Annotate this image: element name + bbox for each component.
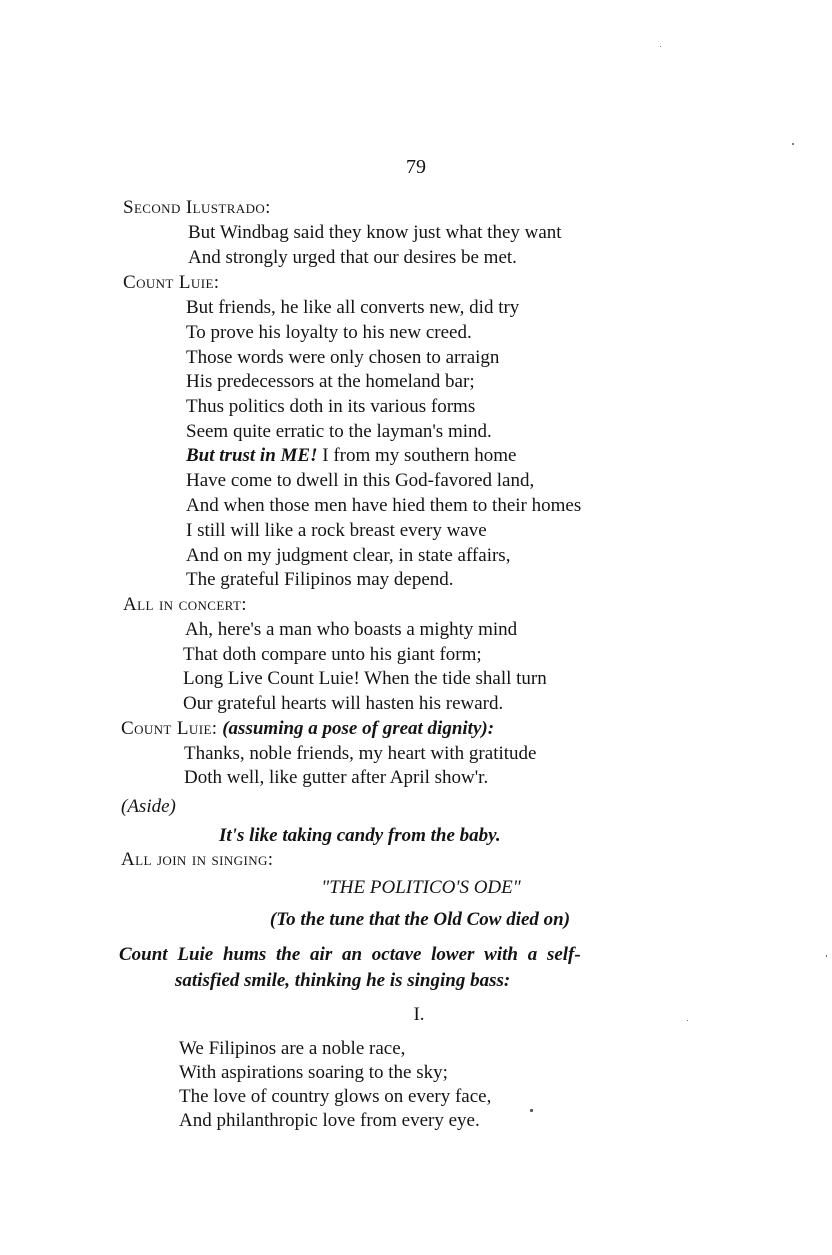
verse-line: Thus politics doth in its various forms xyxy=(186,396,476,417)
verse-line: The grateful Filipinos may depend. xyxy=(186,569,454,590)
verse-line: We Filipinos are a noble race, xyxy=(179,1038,406,1059)
scan-speck xyxy=(826,955,827,957)
verse-line: And strongly urged that our desires be met. xyxy=(188,247,517,268)
verse-line: And when those men have hied them to their homes xyxy=(186,495,582,516)
verse-line-emphasis xyxy=(186,444,516,468)
page-number: 79 xyxy=(406,156,426,178)
verse-line: But Windbag said they know just what they want xyxy=(188,222,562,243)
emphasis-text: But trust in ME! xyxy=(186,445,318,466)
verse-line: That doth compare unto his giant form; xyxy=(183,644,482,665)
verse-line: The love of country glows on every face, xyxy=(179,1086,492,1107)
verse-number: I. xyxy=(413,1004,425,1025)
scan-speck xyxy=(660,46,661,47)
speaker-second-ilustrado: Second Ilustrado: xyxy=(123,197,271,218)
verse-line: Our grateful hearts will hasten his reward. xyxy=(183,693,504,714)
stage-direction-line: satisfied smile, thinking he is singing bass: xyxy=(175,970,511,991)
aside-text: It's like taking candy from the baby. xyxy=(219,825,501,846)
verse-text: I from my southern home xyxy=(317,445,517,466)
song-tune: (To the tune that the Old Cow died on) xyxy=(269,909,571,930)
scan-speck xyxy=(687,1020,688,1021)
verse-line: With aspirations soaring to the sky; xyxy=(179,1062,448,1083)
verse-line: I still will like a rock breast every wave xyxy=(186,520,487,541)
verse-line: His predecessors at the homeland bar; xyxy=(186,371,475,392)
aside-label: (Aside) xyxy=(121,796,176,817)
speaker-all-in-concert: All in concert: xyxy=(123,594,247,615)
speaker-count-luie: Count Luie: xyxy=(123,272,220,293)
verse-line: But friends, he like all converts new, did try xyxy=(186,297,520,318)
verse-line: Long Live Count Luie! When the tide shall turn xyxy=(183,668,547,689)
speaker-name: Count Luie: xyxy=(121,718,218,739)
scan-speck xyxy=(530,1109,533,1112)
verse-line: Thanks, noble friends, my heart with gratitude xyxy=(184,743,537,764)
verse-line: To prove his loyalty to his new creed. xyxy=(186,322,472,343)
stage-direction-line: Count Luie hums the air an octave lower with a self- xyxy=(119,944,581,965)
speaker-all-join-singing: All join in singing: xyxy=(121,849,274,870)
verse-line: Have come to dwell in this God-favored land, xyxy=(186,470,535,491)
stage-direction: (assuming a pose of great dignity): xyxy=(222,718,495,739)
verse-line: And on my judgment clear, in state affairs, xyxy=(186,545,511,566)
scan-speck xyxy=(792,143,794,145)
verse-line: Doth well, like gutter after April show'r. xyxy=(184,767,489,788)
verse-line: Those words were only chosen to arraign xyxy=(186,347,500,368)
verse-line: Ah, here's a man who boasts a mighty mind xyxy=(185,619,518,640)
verse-line: And philanthropic love from every eye. xyxy=(179,1110,480,1131)
verse-line: Seem quite erratic to the layman's mind. xyxy=(186,421,492,442)
song-title: "THE POLITICO'S ODE" xyxy=(321,877,521,898)
speaker-count-luie-direction xyxy=(121,717,494,741)
